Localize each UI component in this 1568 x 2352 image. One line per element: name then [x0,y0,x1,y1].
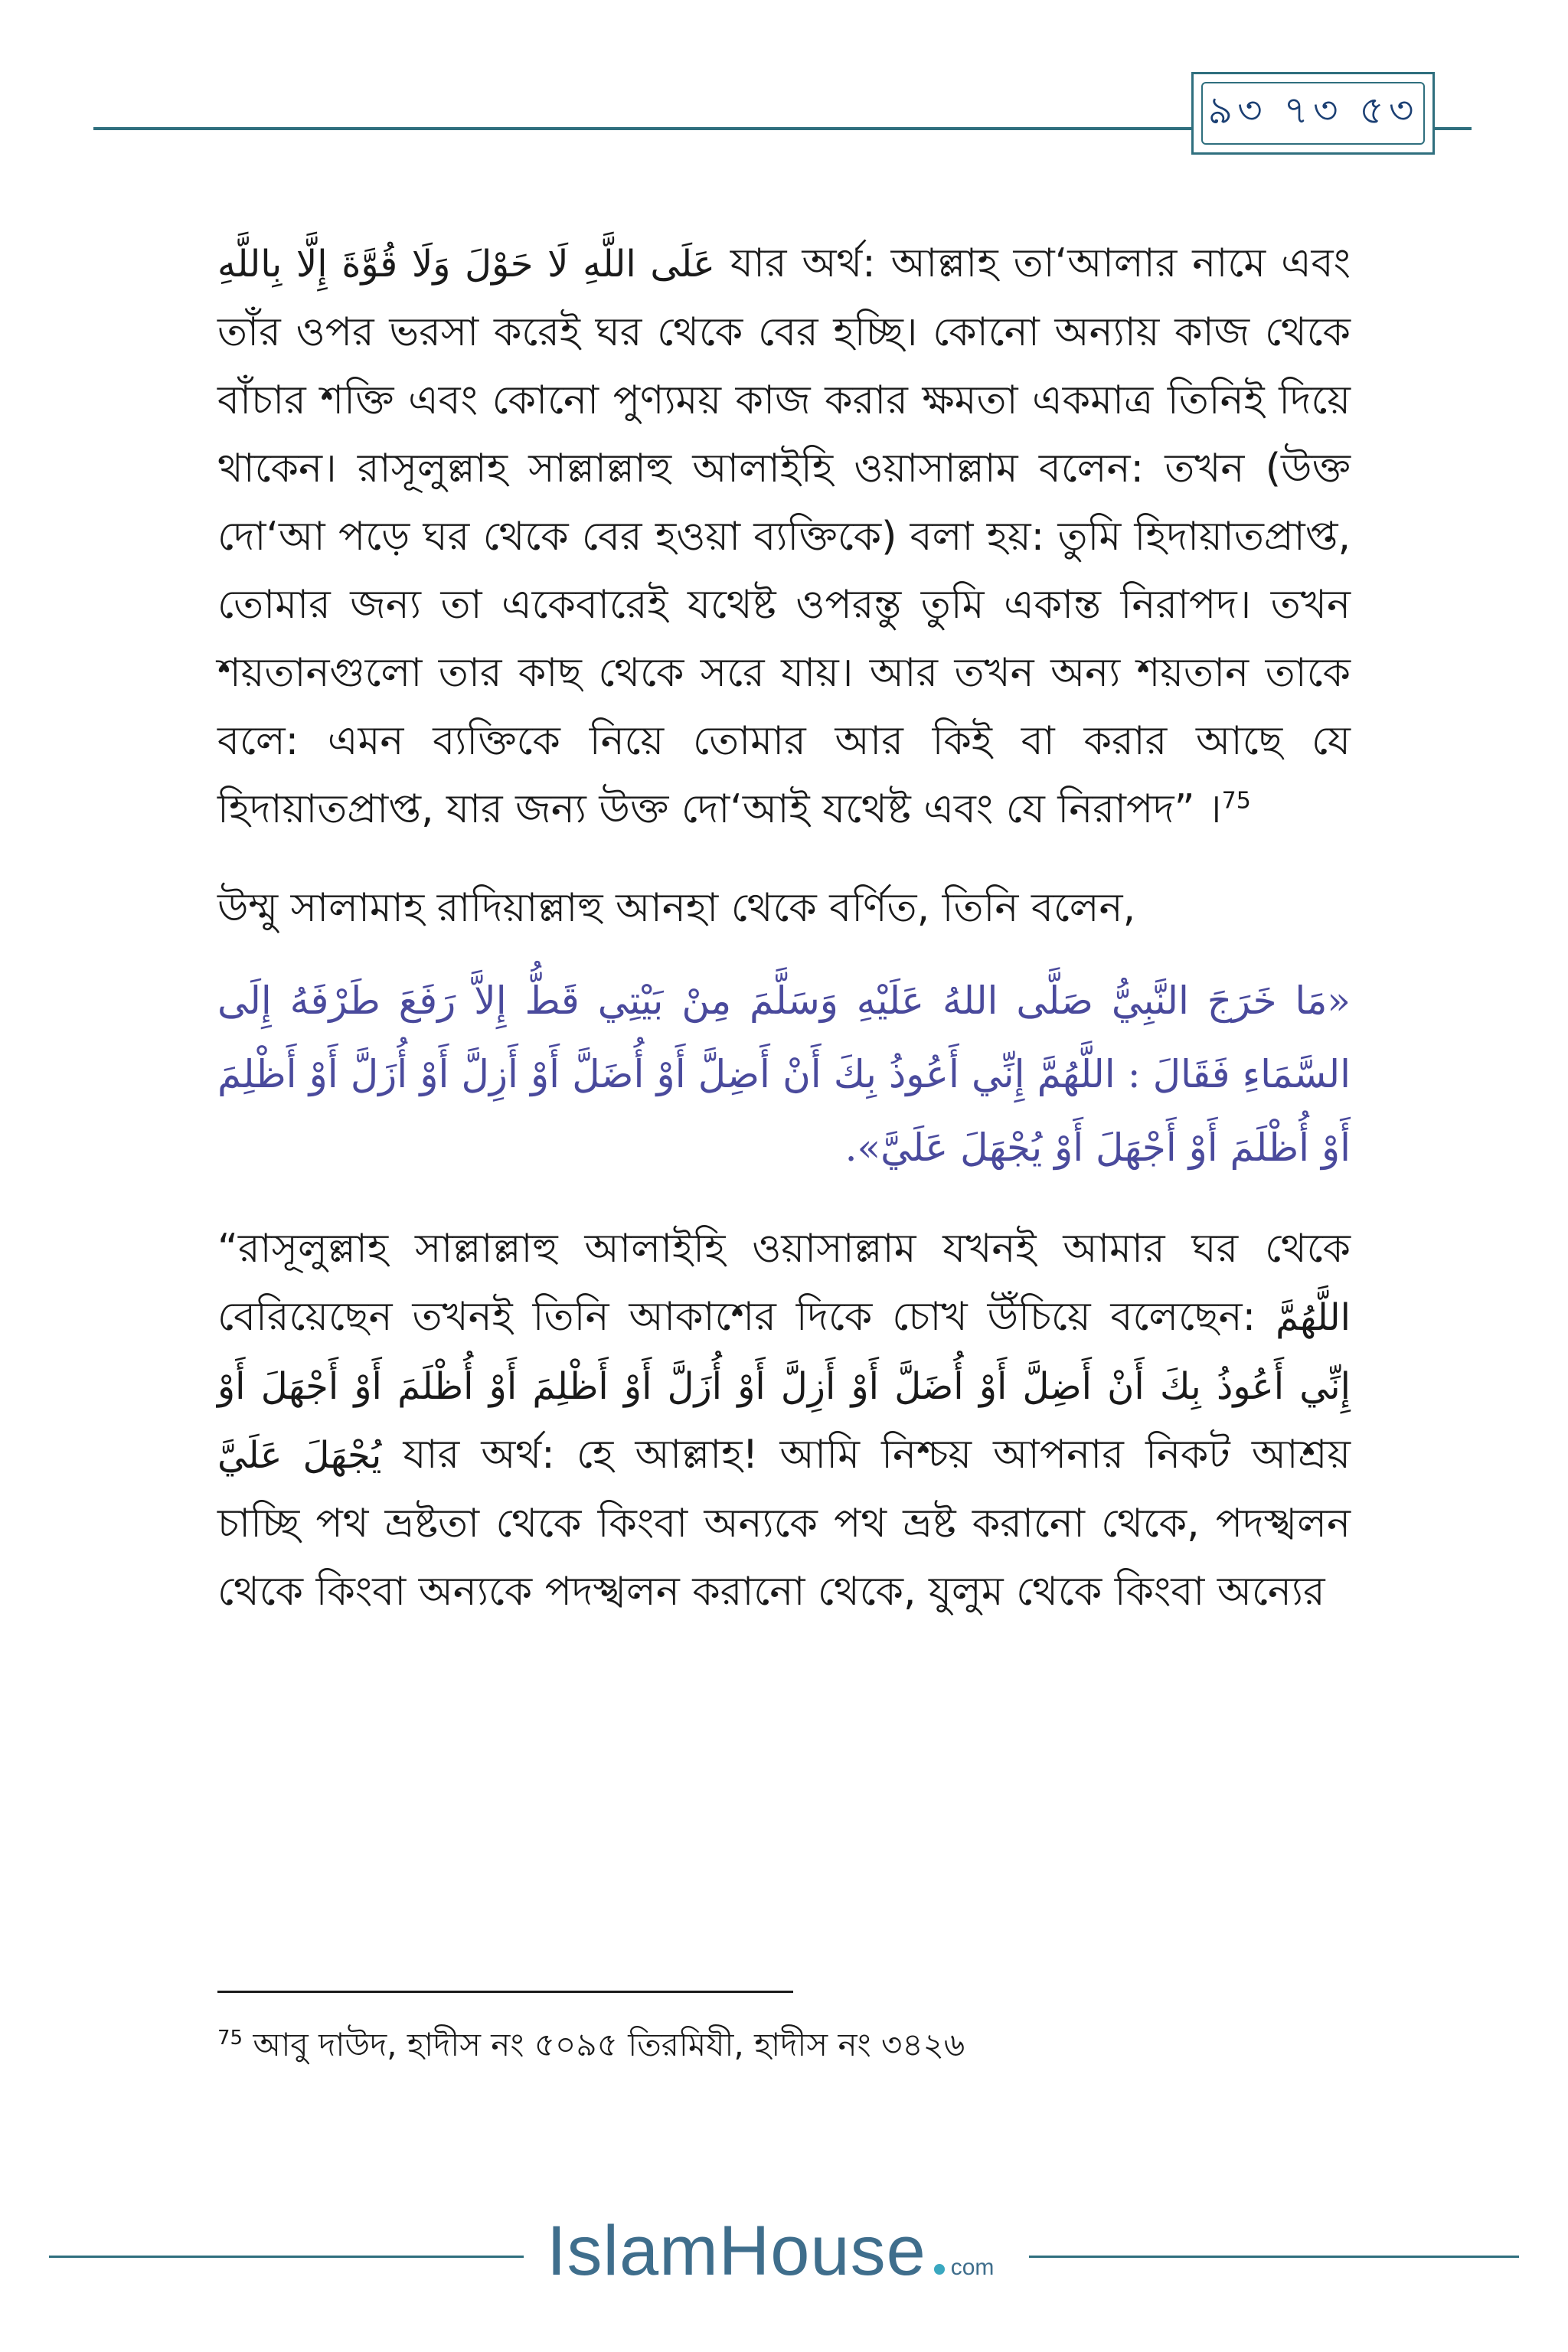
islamhouse-logo[interactable] [547,2211,994,2295]
footer-rule-right [1029,2256,1519,2258]
footnote-text: আবু দাউদ, হাদীস নং ৫০৯৫ তিরমিযী, হাদীস নং ৩৪২৬ [243,2026,965,2063]
footer-rule-left [49,2256,524,2258]
paragraph-3-text-a: “রাসূলুল্লাহ সাল্লাল্লাহু আলাইহি ওয়াসাল্লাম যখনই আমার ঘর থেকে বেরিয়েছেন তখনই তিনি আকাশের দিকে চোখ উঁচিয়ে বলেছেন: [217,1226,1351,1340]
footnote-ref-75[interactable]: 75 [1221,787,1251,815]
brand-dot-icon [934,2264,945,2275]
paragraph-1-text: যার অর্থ: আল্লাহ তা‘আলার নামে এবং তাঁর ওপর ভরসা করেই ঘর থেকে বের হচ্ছি। কোনো অন্যায় কাজ থেকে বাঁচার শক্তি এবং কোনো পুণ্যময় কাজ করার ক্ষমতা একমাত্র তিনিই দিয়ে থাকেন। রাসূলুল্লাহ সাল্লাল্লাহু আলাইহি ওয়াসাল্লাম বলেন: তখন (উক্ত দো‘আ পড়ে ঘর থেকে বের হওয়া ব্যক্তিকে) বলা হয়: তুমি হিদায়াতপ্রাপ্ত, তোমার জন্য তা একেবারেই যথেষ্ট ওপরন্তু তুমি একান্ত নিরাপদ। তখন শয়তানগুলো তার কাছ থেকে সরে যায়। আর তখন অন্য শয়তান তাকে বলে: এমন ব্যক্তিকে নিয়ে তোমার আর কিই বা করার আছে যে হিদায়াতপ্রাপ্ত, যার জন্য উক্ত দো‘আই যথেষ্ট এবং যে নিরাপদ” । [217,240,1351,832]
paragraph-3 [217,1215,1351,1626]
page-content [217,230,1351,1626]
footnote [217,2015,965,2068]
page-number: ৯৩ ৭৩ ৫৩ [1201,82,1425,145]
arabic-invocation: عَلَى اللَّهِ لَا حَوْلَ وَلَا قُوَّةَ إِلَّا بِاللَّهِ [217,243,715,286]
arabic-supplication: اللَّهُمَّ إِنِّي أَعُوذُ بِكَ أَنْ أَضِلَّ أَوْ أُضَلَّ أَوْ أَزِلَّ أَوْ أُزَلَّ أَوْ أَظْلِمَ أَوْ أُظْلَمَ أَوْ أَجْهَلَ أَوْ يُجْهَلَ عَلَيَّ [217,1296,1351,1477]
brand-name: IslamHouse [547,2212,926,2290]
paragraph-3-text-b: যার অর্থ: হে আল্লাহ! আমি নিশ্চয় আপনার নিকট আশ্রয় চাচ্ছি পথ ভ্রষ্টতা থেকে কিংবা অন্যকে পথ ভ্রষ্ট করানো থেকে, পদস্খলন থেকে কিংবা অন্যকে পদস্খলন করানো থেকে, যুলুম থেকে কিংবা অন্যের [217,1432,1351,1615]
footnote-number: 75 [217,2027,243,2050]
paragraph-2: উম্মু সালামাহ রাদিয়াল্লাহু আনহা থেকে বর্ণিত, তিনি বলেন, [217,885,1136,931]
brand-tld: com [950,2255,995,2280]
page-number-box [1191,72,1435,155]
hadith-arabic: «مَا خَرَجَ النَّبِيُّ صَلَّى اللهُ عَلَيْهِ وَسَلَّمَ مِنْ بَيْتِي قَطُّ إِلاَّ رَفَعَ طَرْفَهُ إِلَى السَّمَاءِ فَقَالَ : اللَّهُمَّ إِنِّي أَعُوذُ بِكَ أَنْ أَضِلَّ أَوْ أُضَلَّ أَوْ أَزِلَّ أَوْ أُزَلَّ أَوْ أَظْلِمَ أَوْ أُظْلَمَ أَوْ أَجْهَلَ أَوْ يُجْهَلَ عَلَيَّ». [217,978,1351,1170]
paragraph-1 [217,230,1351,844]
footnote-rule [217,1991,793,1993]
